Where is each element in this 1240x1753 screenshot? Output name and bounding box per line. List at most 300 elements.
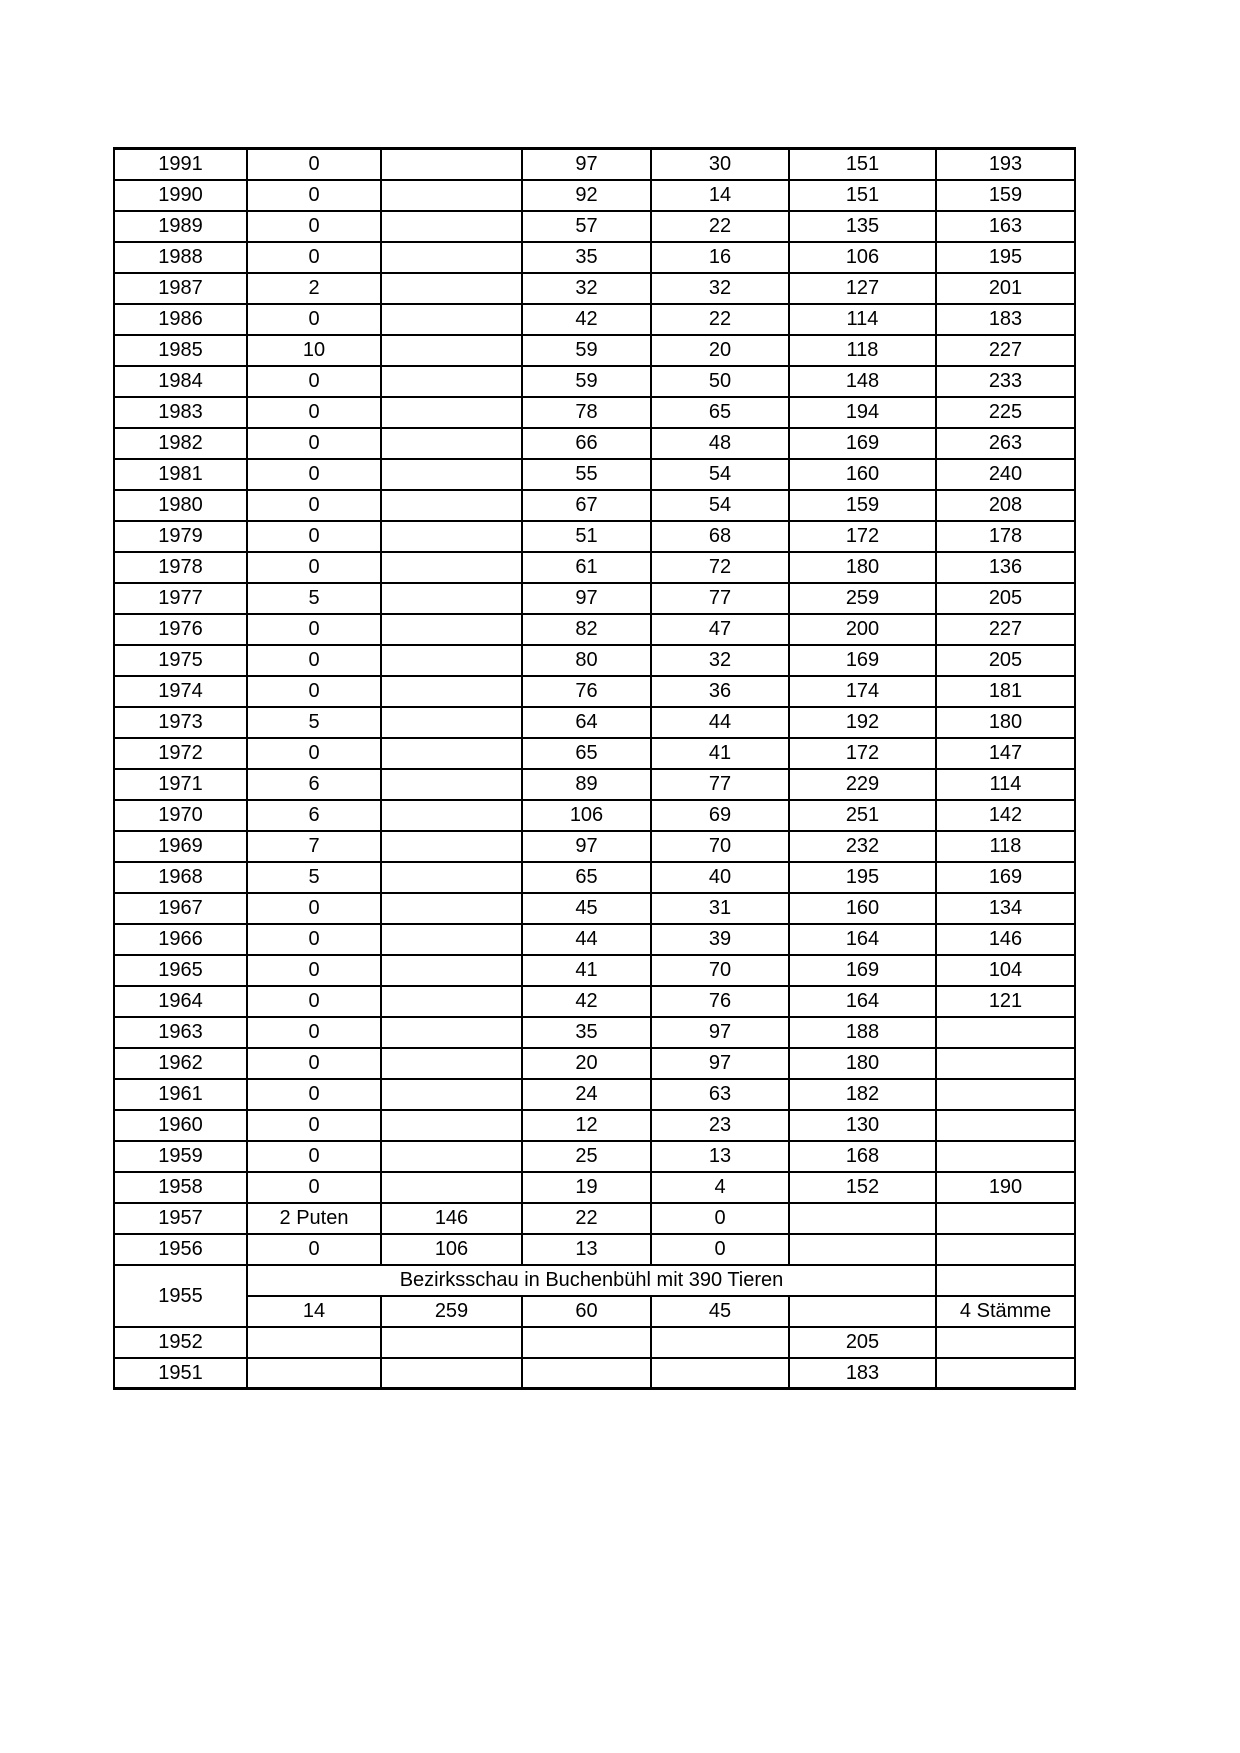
value-cell: 76 <box>651 986 789 1017</box>
value-cell: 2 <box>247 273 381 304</box>
value-cell <box>381 149 522 180</box>
value-cell: 181 <box>936 676 1075 707</box>
value-cell: 134 <box>936 893 1075 924</box>
year-cell: 1966 <box>114 924 247 955</box>
value-cell: 22 <box>651 304 789 335</box>
value-cell: 25 <box>522 1141 651 1172</box>
value-cell: 50 <box>651 366 789 397</box>
value-cell: 259 <box>789 583 936 614</box>
value-cell <box>936 1203 1075 1234</box>
value-cell: 0 <box>247 180 381 211</box>
value-cell: 168 <box>789 1141 936 1172</box>
value-cell: 0 <box>247 552 381 583</box>
value-cell <box>789 1203 936 1234</box>
table-row <box>114 614 1075 645</box>
value-cell: 10 <box>247 335 381 366</box>
value-cell <box>381 955 522 986</box>
table-row <box>114 645 1075 676</box>
year-cell: 1960 <box>114 1110 247 1141</box>
value-cell: 127 <box>789 273 936 304</box>
value-cell: 35 <box>522 242 651 273</box>
year-cell: 1977 <box>114 583 247 614</box>
table-row <box>114 1172 1075 1203</box>
table-row <box>114 924 1075 955</box>
table-row <box>114 490 1075 521</box>
value-cell: 193 <box>936 149 1075 180</box>
table-row <box>114 552 1075 583</box>
value-cell: 70 <box>651 831 789 862</box>
value-cell: 32 <box>651 645 789 676</box>
value-cell <box>381 335 522 366</box>
value-cell <box>936 1265 1075 1296</box>
value-cell: 169 <box>789 428 936 459</box>
value-cell <box>381 583 522 614</box>
value-cell: 69 <box>651 800 789 831</box>
value-cell <box>651 1358 789 1389</box>
table-row <box>114 211 1075 242</box>
value-cell: 0 <box>651 1234 789 1265</box>
table-row <box>114 1327 1075 1358</box>
table-row <box>114 862 1075 893</box>
value-cell: 146 <box>381 1203 522 1234</box>
value-cell: 12 <box>522 1110 651 1141</box>
value-cell: 64 <box>522 707 651 738</box>
value-cell: 194 <box>789 397 936 428</box>
table-row-merged-bottom <box>114 1296 1075 1327</box>
value-cell: 39 <box>651 924 789 955</box>
value-cell: 0 <box>247 738 381 769</box>
value-cell: 65 <box>651 397 789 428</box>
value-cell <box>381 707 522 738</box>
table-row <box>114 738 1075 769</box>
table-row <box>114 242 1075 273</box>
value-cell <box>381 1079 522 1110</box>
value-cell <box>381 1110 522 1141</box>
value-cell <box>381 366 522 397</box>
value-cell: 0 <box>247 955 381 986</box>
value-cell: 65 <box>522 738 651 769</box>
value-cell: 240 <box>936 459 1075 490</box>
value-cell: 0 <box>247 211 381 242</box>
table-row <box>114 676 1075 707</box>
value-cell <box>381 397 522 428</box>
year-cell: 1959 <box>114 1141 247 1172</box>
value-cell: 31 <box>651 893 789 924</box>
value-cell: 40 <box>651 862 789 893</box>
table-body <box>114 149 1075 1389</box>
value-cell: 172 <box>789 521 936 552</box>
value-cell: 225 <box>936 397 1075 428</box>
value-cell: 45 <box>522 893 651 924</box>
value-cell: 227 <box>936 614 1075 645</box>
value-cell: 2 Puten <box>247 1203 381 1234</box>
value-cell: 190 <box>936 1172 1075 1203</box>
value-cell <box>381 521 522 552</box>
year-cell: 1988 <box>114 242 247 273</box>
table-row <box>114 1203 1075 1234</box>
value-cell: 23 <box>651 1110 789 1141</box>
value-cell: 19 <box>522 1172 651 1203</box>
table-row <box>114 180 1075 211</box>
value-cell: 151 <box>789 149 936 180</box>
value-cell: 174 <box>789 676 936 707</box>
value-cell: 5 <box>247 862 381 893</box>
value-cell: 130 <box>789 1110 936 1141</box>
table-row <box>114 893 1075 924</box>
table-row <box>114 459 1075 490</box>
value-cell: 30 <box>651 149 789 180</box>
value-cell: 7 <box>247 831 381 862</box>
year-cell: 1976 <box>114 614 247 645</box>
value-cell <box>381 211 522 242</box>
value-cell: 182 <box>789 1079 936 1110</box>
value-cell: 20 <box>522 1048 651 1079</box>
value-cell: 263 <box>936 428 1075 459</box>
year-cell: 1986 <box>114 304 247 335</box>
year-cell: 1961 <box>114 1079 247 1110</box>
value-cell: 97 <box>522 149 651 180</box>
table-row <box>114 428 1075 459</box>
value-cell <box>789 1296 936 1327</box>
yearly-results-table <box>113 147 1076 1390</box>
value-cell: 0 <box>247 986 381 1017</box>
value-cell: 54 <box>651 459 789 490</box>
value-cell: 106 <box>381 1234 522 1265</box>
value-cell: 201 <box>936 273 1075 304</box>
value-cell: 118 <box>936 831 1075 862</box>
table-row <box>114 1358 1075 1389</box>
value-cell: 0 <box>247 1172 381 1203</box>
value-cell: 70 <box>651 955 789 986</box>
value-cell <box>381 428 522 459</box>
table-row-merged-top <box>114 1265 1075 1296</box>
value-cell: 178 <box>936 521 1075 552</box>
value-cell <box>381 1141 522 1172</box>
year-cell: 1982 <box>114 428 247 459</box>
value-cell: 180 <box>789 1048 936 1079</box>
value-cell <box>381 738 522 769</box>
value-cell: 169 <box>789 955 936 986</box>
value-cell <box>381 986 522 1017</box>
value-cell: 160 <box>789 459 936 490</box>
value-cell: 42 <box>522 304 651 335</box>
value-cell: 0 <box>247 242 381 273</box>
table-row <box>114 707 1075 738</box>
value-cell: 148 <box>789 366 936 397</box>
year-cell: 1956 <box>114 1234 247 1265</box>
value-cell: 106 <box>522 800 651 831</box>
value-cell: 195 <box>789 862 936 893</box>
value-cell: 92 <box>522 180 651 211</box>
value-cell: 0 <box>247 459 381 490</box>
value-cell <box>789 1234 936 1265</box>
value-cell: 146 <box>936 924 1075 955</box>
value-cell: 4 Stämme <box>936 1296 1075 1327</box>
value-cell: 0 <box>247 149 381 180</box>
value-cell <box>936 1048 1075 1079</box>
year-cell: 1974 <box>114 676 247 707</box>
year-cell: 1964 <box>114 986 247 1017</box>
value-cell: 0 <box>247 893 381 924</box>
value-cell: 104 <box>936 955 1075 986</box>
value-cell: 0 <box>247 1141 381 1172</box>
merged-note-cell: Bezirksschau in Buchenbühl mit 390 Tieren <box>247 1265 936 1296</box>
value-cell: 163 <box>936 211 1075 242</box>
value-cell: 44 <box>651 707 789 738</box>
value-cell: 183 <box>789 1358 936 1389</box>
value-cell: 59 <box>522 366 651 397</box>
value-cell: 205 <box>789 1327 936 1358</box>
value-cell: 0 <box>247 366 381 397</box>
value-cell: 0 <box>247 521 381 552</box>
year-cell: 1978 <box>114 552 247 583</box>
value-cell: 6 <box>247 769 381 800</box>
value-cell: 169 <box>789 645 936 676</box>
value-cell <box>381 242 522 273</box>
value-cell: 48 <box>651 428 789 459</box>
value-cell <box>936 1141 1075 1172</box>
table-row <box>114 273 1075 304</box>
value-cell: 22 <box>651 211 789 242</box>
year-cell: 1979 <box>114 521 247 552</box>
value-cell: 169 <box>936 862 1075 893</box>
value-cell: 106 <box>789 242 936 273</box>
value-cell: 164 <box>789 986 936 1017</box>
year-cell: 1981 <box>114 459 247 490</box>
value-cell <box>651 1327 789 1358</box>
value-cell: 152 <box>789 1172 936 1203</box>
value-cell: 41 <box>522 955 651 986</box>
value-cell: 160 <box>789 893 936 924</box>
year-cell: 1969 <box>114 831 247 862</box>
value-cell <box>381 614 522 645</box>
value-cell: 151 <box>789 180 936 211</box>
value-cell: 77 <box>651 769 789 800</box>
table-row <box>114 1110 1075 1141</box>
value-cell: 60 <box>522 1296 651 1327</box>
value-cell <box>381 180 522 211</box>
value-cell <box>936 1327 1075 1358</box>
value-cell: 0 <box>247 1017 381 1048</box>
value-cell: 200 <box>789 614 936 645</box>
year-cell: 1991 <box>114 149 247 180</box>
value-cell: 14 <box>651 180 789 211</box>
value-cell: 232 <box>789 831 936 862</box>
value-cell: 251 <box>789 800 936 831</box>
value-cell: 114 <box>936 769 1075 800</box>
value-cell <box>381 1358 522 1389</box>
table-row <box>114 521 1075 552</box>
value-cell: 5 <box>247 583 381 614</box>
value-cell <box>247 1327 381 1358</box>
table-row <box>114 366 1075 397</box>
value-cell: 142 <box>936 800 1075 831</box>
value-cell: 14 <box>247 1296 381 1327</box>
value-cell: 67 <box>522 490 651 521</box>
value-cell: 0 <box>247 614 381 645</box>
value-cell: 36 <box>651 676 789 707</box>
year-cell: 1951 <box>114 1358 247 1389</box>
value-cell: 183 <box>936 304 1075 335</box>
value-cell: 61 <box>522 552 651 583</box>
value-cell: 72 <box>651 552 789 583</box>
value-cell: 57 <box>522 211 651 242</box>
year-cell: 1967 <box>114 893 247 924</box>
value-cell: 180 <box>789 552 936 583</box>
value-cell <box>381 769 522 800</box>
value-cell: 0 <box>247 1234 381 1265</box>
value-cell: 78 <box>522 397 651 428</box>
value-cell: 4 <box>651 1172 789 1203</box>
value-cell: 0 <box>247 397 381 428</box>
value-cell: 68 <box>651 521 789 552</box>
value-cell <box>936 1079 1075 1110</box>
value-cell: 0 <box>247 490 381 521</box>
table-row <box>114 769 1075 800</box>
year-cell: 1989 <box>114 211 247 242</box>
value-cell <box>936 1017 1075 1048</box>
year-cell: 1980 <box>114 490 247 521</box>
year-cell: 1990 <box>114 180 247 211</box>
value-cell <box>936 1234 1075 1265</box>
value-cell: 135 <box>789 211 936 242</box>
value-cell: 205 <box>936 645 1075 676</box>
table-row <box>114 1141 1075 1172</box>
value-cell: 76 <box>522 676 651 707</box>
value-cell: 205 <box>936 583 1075 614</box>
value-cell <box>381 1172 522 1203</box>
value-cell: 77 <box>651 583 789 614</box>
value-cell <box>381 645 522 676</box>
value-cell: 97 <box>522 831 651 862</box>
value-cell: 22 <box>522 1203 651 1234</box>
value-cell: 65 <box>522 862 651 893</box>
value-cell: 13 <box>651 1141 789 1172</box>
value-cell: 5 <box>247 707 381 738</box>
value-cell: 32 <box>522 273 651 304</box>
value-cell: 97 <box>522 583 651 614</box>
value-cell: 259 <box>381 1296 522 1327</box>
value-cell: 164 <box>789 924 936 955</box>
value-cell: 208 <box>936 490 1075 521</box>
value-cell: 13 <box>522 1234 651 1265</box>
year-cell: 1984 <box>114 366 247 397</box>
year-cell: 1971 <box>114 769 247 800</box>
value-cell: 97 <box>651 1048 789 1079</box>
value-cell <box>381 552 522 583</box>
value-cell: 136 <box>936 552 1075 583</box>
year-cell: 1957 <box>114 1203 247 1234</box>
value-cell: 0 <box>247 924 381 955</box>
value-cell <box>381 862 522 893</box>
value-cell: 192 <box>789 707 936 738</box>
value-cell: 80 <box>522 645 651 676</box>
value-cell <box>936 1358 1075 1389</box>
year-cell: 1973 <box>114 707 247 738</box>
year-cell: 1987 <box>114 273 247 304</box>
table-row <box>114 986 1075 1017</box>
year-cell: 1952 <box>114 1327 247 1358</box>
year-cell: 1970 <box>114 800 247 831</box>
value-cell: 20 <box>651 335 789 366</box>
value-cell <box>381 304 522 335</box>
value-cell: 195 <box>936 242 1075 273</box>
value-cell: 42 <box>522 986 651 1017</box>
table-row <box>114 583 1075 614</box>
value-cell: 188 <box>789 1017 936 1048</box>
table-row <box>114 1234 1075 1265</box>
year-cell: 1958 <box>114 1172 247 1203</box>
value-cell: 0 <box>247 1110 381 1141</box>
value-cell: 118 <box>789 335 936 366</box>
value-cell <box>522 1327 651 1358</box>
table-row <box>114 397 1075 428</box>
value-cell <box>381 490 522 521</box>
value-cell: 89 <box>522 769 651 800</box>
year-cell: 1968 <box>114 862 247 893</box>
value-cell <box>381 1327 522 1358</box>
value-cell: 0 <box>247 428 381 459</box>
value-cell: 63 <box>651 1079 789 1110</box>
value-cell <box>381 1017 522 1048</box>
value-cell <box>381 924 522 955</box>
value-cell: 45 <box>651 1296 789 1327</box>
value-cell <box>381 800 522 831</box>
table-row <box>114 149 1075 180</box>
value-cell: 180 <box>936 707 1075 738</box>
value-cell: 47 <box>651 614 789 645</box>
year-cell: 1965 <box>114 955 247 986</box>
year-cell: 1955 <box>114 1265 247 1327</box>
value-cell: 0 <box>247 304 381 335</box>
value-cell: 227 <box>936 335 1075 366</box>
value-cell: 35 <box>522 1017 651 1048</box>
value-cell: 0 <box>247 1048 381 1079</box>
value-cell: 51 <box>522 521 651 552</box>
year-cell: 1985 <box>114 335 247 366</box>
value-cell: 24 <box>522 1079 651 1110</box>
table-row <box>114 800 1075 831</box>
value-cell: 97 <box>651 1017 789 1048</box>
value-cell: 0 <box>247 676 381 707</box>
year-cell: 1963 <box>114 1017 247 1048</box>
value-cell: 44 <box>522 924 651 955</box>
value-cell: 233 <box>936 366 1075 397</box>
table-row <box>114 304 1075 335</box>
value-cell <box>936 1110 1075 1141</box>
value-cell: 66 <box>522 428 651 459</box>
year-cell: 1962 <box>114 1048 247 1079</box>
value-cell <box>381 893 522 924</box>
year-cell: 1972 <box>114 738 247 769</box>
value-cell: 32 <box>651 273 789 304</box>
value-cell: 6 <box>247 800 381 831</box>
value-cell: 0 <box>651 1203 789 1234</box>
table-row <box>114 955 1075 986</box>
table-row <box>114 1079 1075 1110</box>
value-cell: 55 <box>522 459 651 490</box>
value-cell: 172 <box>789 738 936 769</box>
value-cell: 229 <box>789 769 936 800</box>
value-cell: 159 <box>936 180 1075 211</box>
value-cell: 0 <box>247 645 381 676</box>
value-cell <box>381 676 522 707</box>
value-cell: 82 <box>522 614 651 645</box>
year-cell: 1983 <box>114 397 247 428</box>
value-cell <box>247 1358 381 1389</box>
table-row <box>114 831 1075 862</box>
value-cell: 59 <box>522 335 651 366</box>
